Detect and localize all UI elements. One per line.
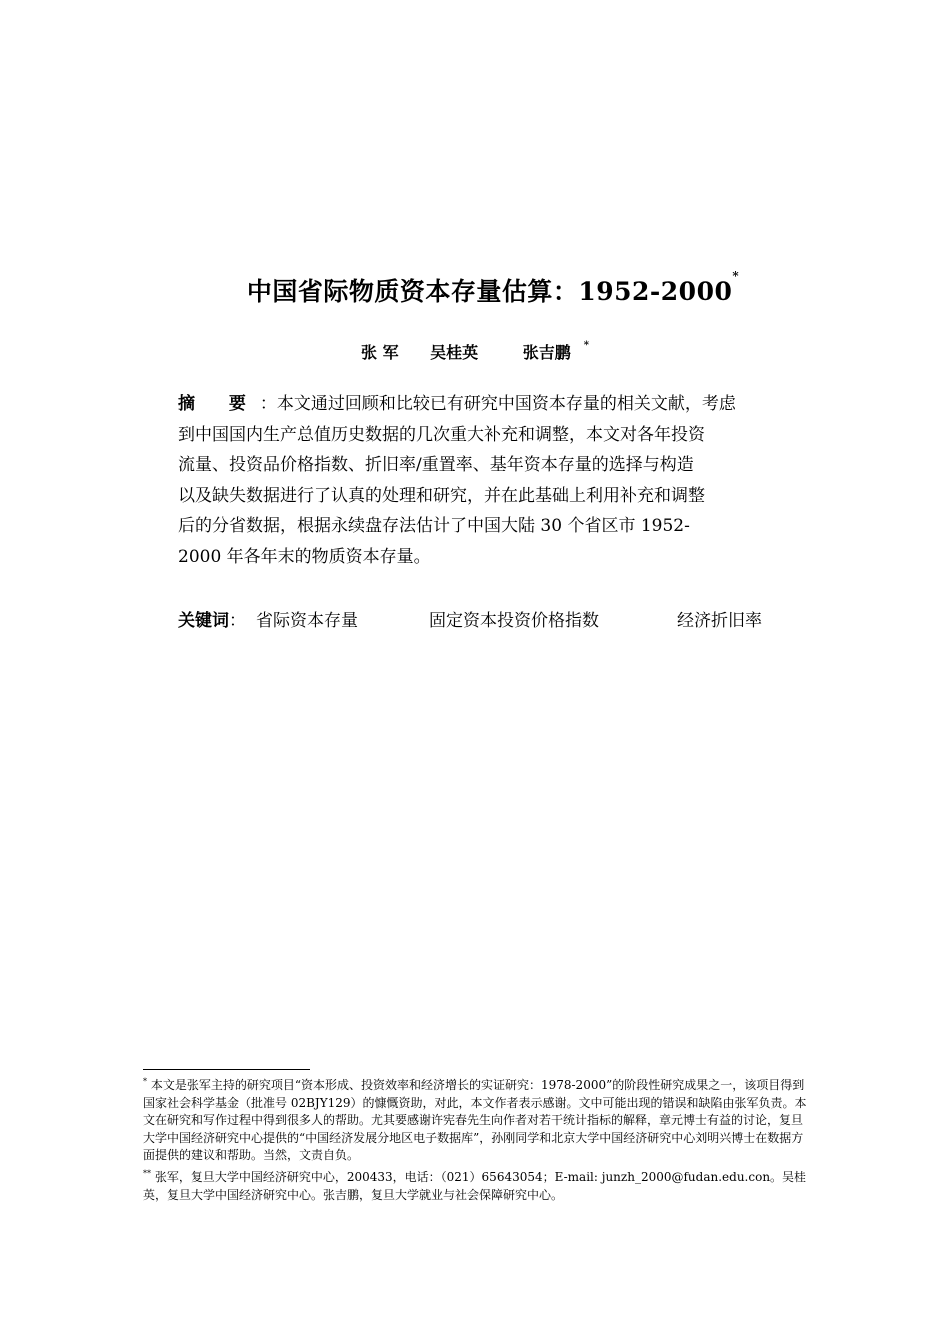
abstract-line: 摘 要：本文通过回顾和比较已有研究中国资本存量的相关文献，考虑	[178, 394, 736, 414]
abstract-label: 摘 要	[178, 394, 260, 414]
author-name: 吴桂英	[430, 343, 479, 362]
keyword-item: 固定资本投资价格指数	[429, 611, 599, 631]
footnote-divider	[143, 1069, 310, 1070]
footnote-mark: *	[143, 1077, 147, 1086]
abstract-line: 以及缺失数据进行了认真的处理和研究，并在此基础上利用补充和调整	[178, 485, 705, 506]
footnotes	[143, 1073, 811, 1204]
abstract-line: 流量、投资品价格指数、折旧率/重置率、基年资本存量的选择与构造	[178, 455, 694, 475]
author-list	[0, 340, 950, 363]
keywords-label-sep: ：	[229, 611, 246, 631]
abstract-label-sep: ：	[259, 394, 277, 414]
footnote: * 本文是张军主持的研究项目“资本形成、投资效率和经济增长的实证研究：1978-2000”的阶段性研究成果之一，该项目得到国家社会科学基金（批准号 02BJY129）的慷慨资助，对此，本文作者表示感谢。文中可能出现的错误和缺陷由张军负责。本文在研究和写作过程中得到很多人的帮助。尤其要感谢许宪春先生向作者对若干统计指标的解释，章元博士有益的讨论，复旦大学中国经济研究中心提供的“中国经济发展分地区电子数据库”，孙刚同学和北京大学中国经济研究中心刘明兴博士在数据方面提供的建议和帮助。当然，文责自负。	[143, 1077, 807, 1163]
keywords-label: 关键词	[178, 611, 229, 631]
keyword-item: 经济折旧率	[677, 611, 762, 631]
keyword-item: 省际资本存量	[256, 611, 358, 631]
footnote: ** 张军，复旦大学中国经济研究中心，200433，电话：（021）65643054；E-mail: junzh_2000@fudan.edu.con。吴桂英，复旦大学中国经济研究中心。张吉鹏，复旦大学就业与社会保障研究中心。	[143, 1168, 807, 1202]
author-footnote-mark: *	[583, 340, 589, 351]
author-name: 张吉鹏 *	[522, 340, 589, 362]
abstract-line: 2000 年各年末的物质资本存量。	[178, 546, 431, 567]
title-footnote-mark: *	[732, 269, 740, 283]
paper-title	[0, 269, 950, 308]
title-text: 中国省际物质资本存量估算：1952-2000	[246, 277, 733, 306]
abstract-line: 到中国国内生产总值历史数据的几次重大补充和调整，本文对各年投资	[178, 424, 705, 445]
abstract	[178, 389, 774, 572]
author-name: 张 军	[361, 343, 399, 362]
abstract-line: 后的分省数据，根据永续盘存法估计了中国大陆 30 个省区市 1952-	[178, 516, 690, 536]
footnote-mark: **	[143, 1168, 151, 1178]
